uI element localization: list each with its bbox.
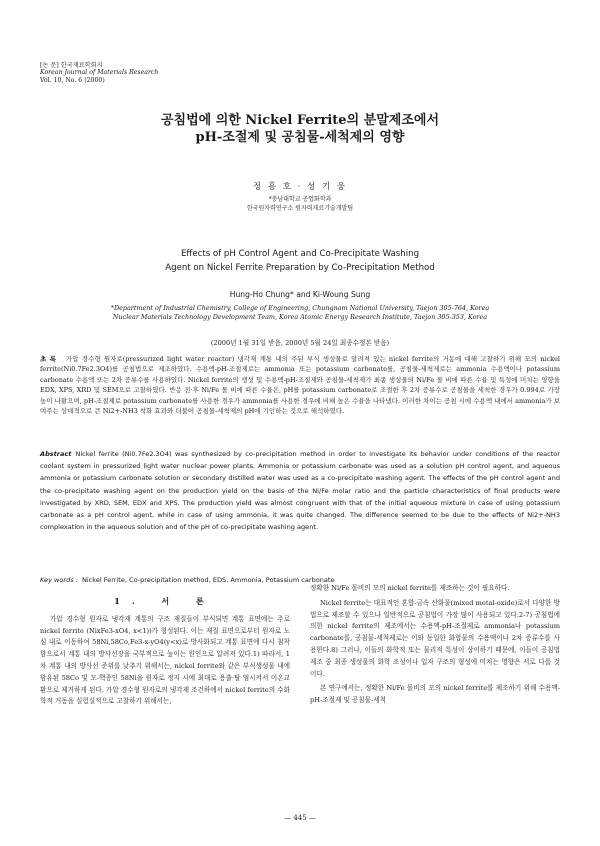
- journal-name-en: Korean Journal of Materials Research: [40, 69, 159, 77]
- body-column-right: [310, 583, 560, 710]
- intro-paragraph-1: 가압 경수형 원자로 냉각재 계통의 구조 재질들이 부식되면 계통 표면에는 주로 nickel ferrite (NixFe3-xO4, x<1))가 형성된다. 이는 재질 표면으로부터 원자로 노심 내로 이동하여 58Ni,58Co,Fe3-x-yO4(y<x)로 방사화되고 계통 표면에 다시 침착함으로서 계통 내의 방사선장을 국부적으로 높이는 원인으로 알려져 있다.1) 따라서, 1차 계통 내의 방사선 준위를 낮추기 위해서는, nickel ferrite와 같은 부식생성물 내에 함유된 58Co 및 모-핵종인 58Ni을 원자로 정지 시에 최대로 용출·탈 염시켜서 이온교환으로 제거하게 된다. 가압 경수형 원자로의 냉각재 조건하에서 nickel ferrite의 수화학적 거동을 실험실적으로 고찰하기 위해서는,: [40, 614, 290, 706]
- abstract-korean-label: 초 록: [40, 355, 56, 363]
- affiliation-korean: [0, 196, 600, 213]
- intro-paragraph-2: Nickel ferrite는 대표적인 혼합-금속 산화물(mixed metal-oxide)로서 다양한 방법으로 제조할 수 있으나 일반적으로 공침법이 가장 많이 사용되고 있다.2-7) 공침법에 의한 nickel ferrite의 제조에서는 수용액-pH-조절제로 ammonia나 potassium carbonate를, 공침물-세척제로는 이와 동일한 화합물의 수용액이나 2차 증류수를 사용한다.8) 그러나, 이들의 화학적 또는 물리적 특성이 상이하기 때문에, 이들이 공침법 제조 중 최종 생성물의 화학 조성이나 입자 구조의 형성에 미치는 영향은 서로 다를 것이다.: [310, 598, 560, 678]
- keywords-text: Nickel Ferrite, Co-precipitation method, EDS, Ammonia, Potassium carbonate: [81, 576, 335, 584]
- page-number: — 445 —: [284, 814, 316, 822]
- title-english-line2: Agent on Nickel Ferrite Preparation by Co-Precipitation Method: [165, 263, 435, 273]
- intro-paragraph-1-continued: 정확한 Ni/Fe 몰비의 모의 nickel ferrite를 제조하는 것이 필요하다.: [310, 584, 510, 592]
- keywords-label: Key words :: [40, 576, 78, 584]
- section-title-introduction: 1. 서 론: [114, 596, 216, 606]
- received-date: (2000년 1월 31일 받음, 2000년 5월 24일 최종수정본 받음): [210, 339, 390, 347]
- abstract-korean: [40, 354, 560, 416]
- journal-header: [40, 62, 158, 84]
- title-korean: [0, 112, 600, 146]
- affiliation-english: [42, 304, 558, 322]
- abstract-english-text: Nickel ferrite (Ni0.7Fe2.3O4) was synthesized by co-precipitation method in order to investigate its behavior under conditions of the reactor coolant system in pressurized light water nuclear power plants. Ammonia or potassium carbonate was used as a solution pH control agent, and aqueous ammonia or potassium carbonate solution or secondary distilled water was used as a co-precipitate washing agent. The effects of the pH control agent and the co-precipitate washing agent on the production yield on the basis of the Ni/Fe molar ratio and the particle characteristics of final products were investigated by XRD, SEM, EDX and XPS. The production yield was almost congruent with that of the initial aqueous mixture in case of using potassium carbonate as a pH control agent, while in case of using ammonia, it was quite changed. The difference seemed to be due to the effects of Ni2+-NH3 complexation in the aqueous solution and of the pH of co-precipitate washing agent.: [40, 450, 560, 532]
- intro-paragraph-3: 본 연구에서는, 정확한 Ni/Fe 몰비의 모의 nickel ferrite를 제조하기 위해 수용액-pH-조절제 및 공침물-세척: [310, 684, 560, 705]
- title-korean-line1: 공침법에 의한 Nickel Ferrite의 분말제조에서: [160, 113, 439, 128]
- journal-name-kr: [논 문] 한국재료학회지: [40, 62, 103, 69]
- affiliation-korean-line2: 한국원자력연구소 원자력재료기술개발팀: [246, 204, 354, 212]
- journal-volume: Vol. 10, No. 6 (2000): [40, 76, 105, 84]
- abstract-korean-text: 가압 경수형 원자로(pressurized light water reactor) 냉각재 계통 내의 주된 부식 생성물로 알려져 있는 nickel ferrite의 거동에 대해 고찰하기 위해 모의 nickel ferrite(Ni0.7Fe2.3O4)를 공침법으로 제조하였다. 수용액-pH-조절제로는 ammonia 또는 potassium carbonate를, 공침물-세척제로는 ammonia 수용액이나 potassium carbonate 수용액 또는 2차 증류수를 사용하였다. Nickel ferrite의 생성 및 수용액-pH-조절제와 공침물-세척제가 최종 생성물의 Ni/Fe 몰 비에 따른 수율 및 특성에 미치는 영향을 EDX, XPS, XRD 및 SEM으로 고찰하였다. 반응 전·후 Ni/Fe 몰 비에 따른 수율은, pH를 potassium carbonate로 조절한 후 2차 증류수로 공침물을 세척한 경우가 0.994로 가장 높이 나왔으며, pH-조절제로 potassium carbonate를 사용한 경우가 ammonia를 사용한 경우에 비해 높은 수율을 나타냈다. 이러한 차이는 공침 시에 수용액 내에서 ammonia가 보여주는 상대적으로 큰 Ni2+-NH3 착화 효과와 더불어 공침물-세척제의 pH에 기인하는 것으로 해석하였다.: [40, 355, 560, 416]
- body-column-left: [40, 596, 290, 711]
- abstract-english-label: Abstract: [40, 450, 72, 458]
- authors-korean: 정 흥 호 · 성 기 웅: [252, 182, 348, 192]
- title-english-line1: Effects of pH Control Agent and Co-Precipitate Washing: [180, 249, 420, 259]
- title-english: [0, 247, 600, 275]
- abstract-english: [40, 448, 560, 533]
- authors-english: Hung-Ho Chung* and Ki-Woung Sung: [229, 290, 371, 299]
- affiliation-korean-line1: *충남대학교 공업화학과: [268, 196, 332, 203]
- affiliation-english-line1: *Department of Industrial Chemistry, College of Engineering, Chungnam National University, Taejon 305-764, Korea: [110, 304, 490, 312]
- title-korean-line2: pH-조절제 및 공침물-세척제의 영향: [195, 130, 405, 145]
- affiliation-english-line2: Nuclear Materials Technology Development Team, Korea Atomic Energy Research Institute, Taejon 305-353, Korea: [112, 313, 488, 322]
